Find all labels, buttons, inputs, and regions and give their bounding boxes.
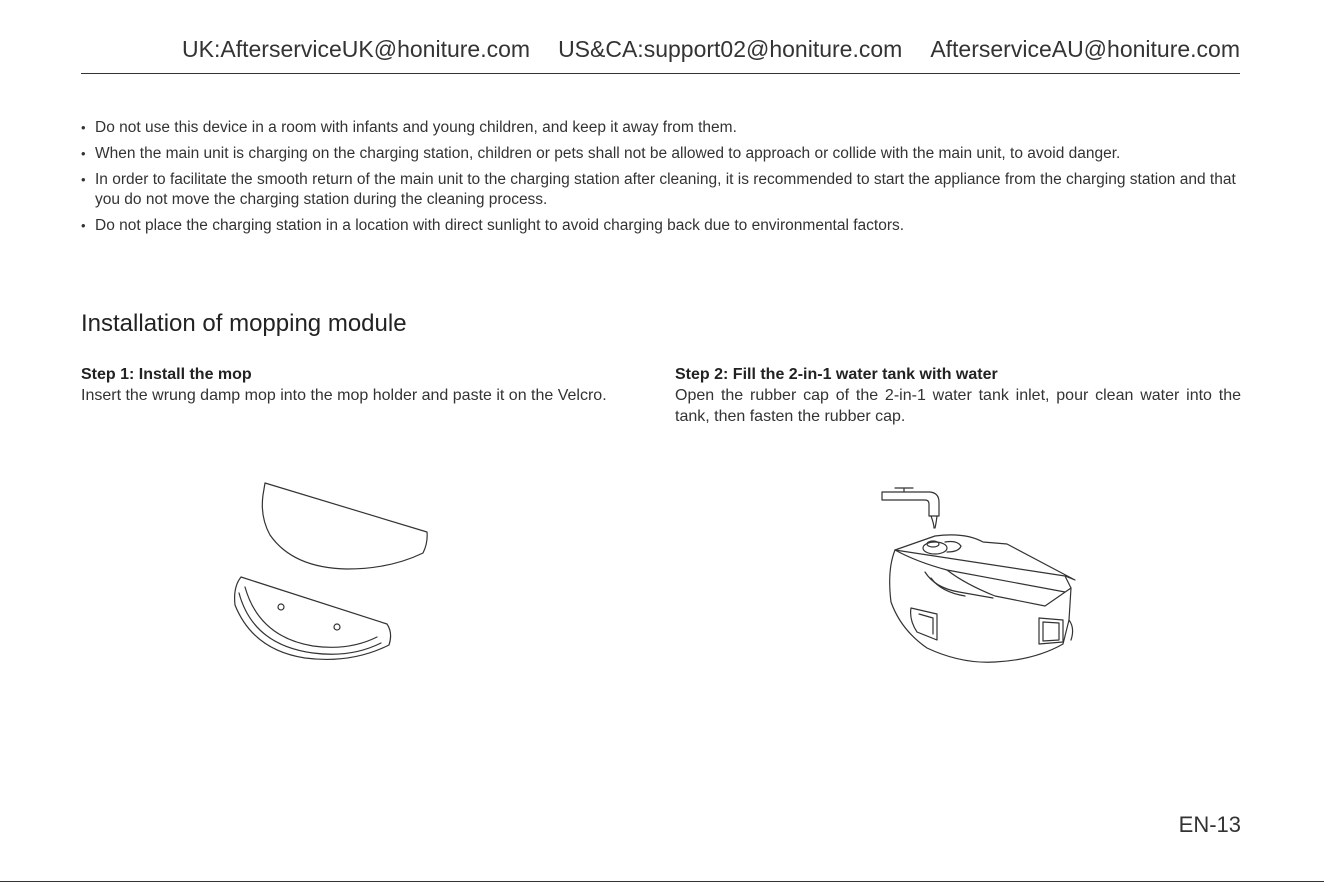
faucet-icon	[882, 488, 939, 528]
safety-note: • In order to facilitate the smooth return of the main unit to the charging station after cleaning, it is recommended to start the appliance from the charging station and that you do not move the charging station during the cleaning process.	[81, 170, 1241, 210]
safety-note: • Do not use this device in a room with infants and young children, and keep it away from them.	[81, 118, 1241, 138]
mop-pad	[262, 483, 427, 569]
mop-holder-hole	[334, 624, 340, 630]
water-tank-filling-illustration	[875, 480, 1085, 670]
step-1-text: Insert the wrung damp mop into the mop holder and paste it on the Velcro.	[81, 387, 607, 404]
step-1-title: Step 1: Install the mop	[81, 366, 252, 383]
page-number: EN-13	[1178, 812, 1241, 837]
safety-note: • Do not place the charging station in a location with direct sunlight to avoid charging back due to environmental factors.	[81, 216, 1241, 236]
safety-note: • When the main unit is charging on the charging station, children or pets shall not be allowed to approach or collide with the main unit, to avoid danger.	[81, 144, 1241, 164]
section-title: Installation of mopping module	[81, 310, 407, 337]
bottom-divider	[0, 881, 1324, 882]
step-2-title: Step 2: Fill the 2-in-1 water tank with water	[675, 366, 998, 383]
step-1	[81, 365, 647, 406]
step-2-text: Open the rubber cap of the 2-in-1 water tank inlet, pour clean water into the tank, then fasten the rubber cap.	[675, 387, 1241, 425]
contact-emails	[182, 36, 1240, 63]
step-2	[675, 365, 1241, 427]
mop-holder	[235, 577, 391, 659]
mop-holder-hole	[278, 604, 284, 610]
contact-au[interactable]: AfterserviceAU@honiture.com	[930, 36, 1240, 62]
safety-notes-list	[81, 118, 1241, 242]
contact-us-ca[interactable]: US&CA:support02@honiture.com	[558, 36, 903, 62]
mop-and-holder-illustration	[225, 475, 435, 670]
contact-uk[interactable]: UK:AfterserviceUK@honiture.com	[182, 36, 531, 62]
page-header	[81, 28, 1240, 74]
